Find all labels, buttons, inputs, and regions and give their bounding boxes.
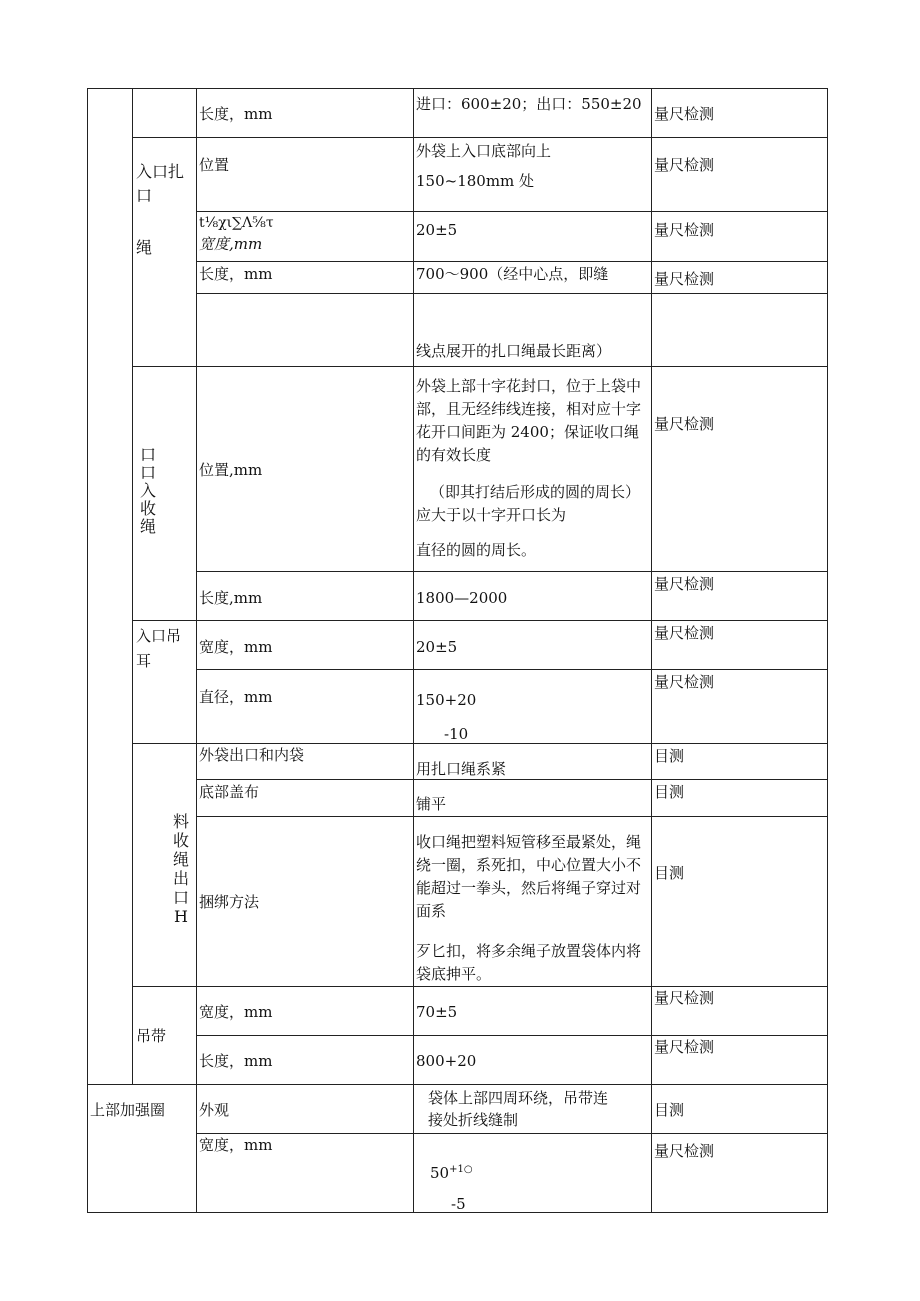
group-label-tie-rope: 入口扎 bbox=[136, 162, 185, 181]
item-cell: 宽度，mm bbox=[199, 638, 273, 656]
row-divider bbox=[196, 669, 827, 670]
row-divider bbox=[196, 571, 827, 572]
col-divider-4 bbox=[651, 88, 652, 1213]
item-cell: 底部盖布 bbox=[199, 783, 260, 801]
value-cell: 歹匕扣，将多余绳子放置袋体内将袋底抻平。 bbox=[416, 942, 642, 983]
value-superscript: +1○ bbox=[449, 1164, 473, 1175]
item-cell: 宽度，mm bbox=[199, 1136, 273, 1154]
group-label-tie-rope: 口 bbox=[136, 186, 153, 205]
item-cell: 长度，mm bbox=[199, 265, 273, 283]
row-divider bbox=[196, 779, 827, 780]
group-label-strap: 吊带 bbox=[136, 1027, 167, 1045]
value-cell: 800+20 bbox=[416, 1052, 477, 1070]
method-cell: 量尺检测 bbox=[654, 105, 715, 123]
col-divider-3 bbox=[413, 88, 414, 1213]
value-cell: 袋体上部四周环绕，吊带连 bbox=[428, 1089, 609, 1107]
value-main: 50 bbox=[430, 1164, 450, 1182]
row-divider bbox=[196, 211, 827, 212]
group-label-tie-rope: 绳 bbox=[136, 238, 153, 257]
item-cell: 外袋出口和内袋 bbox=[199, 746, 305, 764]
row-divider bbox=[196, 816, 827, 817]
method-cell: 量尺检测 bbox=[654, 270, 715, 288]
method-cell: 量尺检测 bbox=[654, 673, 715, 691]
value-cell: 20±5 bbox=[416, 221, 458, 239]
item-cell: 捆绑方法 bbox=[199, 893, 260, 911]
group-label-outlet-rope: 料收绳出口H bbox=[172, 812, 189, 926]
item-cell: 位置,mm bbox=[199, 461, 263, 479]
method-cell: 量尺检测 bbox=[654, 1038, 715, 1056]
method-cell: 目测 bbox=[654, 864, 685, 882]
row-divider bbox=[196, 261, 827, 262]
row-divider bbox=[196, 1035, 827, 1036]
group-label-lifting-loop: 耳 bbox=[136, 652, 152, 670]
value-cell: 线点展开的扎口绳最长距离） bbox=[416, 342, 612, 360]
item-cell: 长度，mm bbox=[199, 105, 273, 123]
row-divider bbox=[196, 1133, 827, 1134]
method-cell: 量尺检测 bbox=[654, 575, 715, 593]
value-cell: （即其打结后形成的圆的周长）应大于以十字开口长为 bbox=[416, 483, 641, 524]
value-cell: 铺平 bbox=[416, 795, 447, 813]
value-cell bbox=[430, 1159, 473, 1184]
item-cell: 外观 bbox=[199, 1101, 230, 1119]
value-cell: 外袋上部十字花封口，位于上袋中部，且无经纬线连接，相对应十字花开口间距为 2400；保证收口绳的有效长度 bbox=[416, 377, 642, 464]
method-cell: 量尺检测 bbox=[654, 624, 715, 642]
item-cell: 直径，mm bbox=[199, 688, 273, 706]
value-cell: 用扎口绳系紧 bbox=[416, 760, 507, 778]
item-cell: t⅛χι∑Λ⅝τ bbox=[199, 215, 274, 231]
value-cell: 接处折线缝制 bbox=[428, 1111, 519, 1129]
group-label-draw-rope: 口口入收绳 bbox=[139, 445, 156, 536]
item-cell: 长度，mm bbox=[199, 1052, 273, 1070]
value-cell: -10 bbox=[444, 725, 469, 743]
value-cell: 直径的圆的周长。 bbox=[416, 541, 537, 559]
table-border-left bbox=[87, 88, 88, 1213]
method-cell: 量尺检测 bbox=[654, 221, 715, 239]
col-divider-2 bbox=[196, 88, 197, 1213]
item-cell: 宽度,mm bbox=[199, 235, 263, 253]
value-cell: 进口：600±20；出口：550±20 bbox=[416, 95, 642, 113]
value-cell: -5 bbox=[451, 1195, 466, 1213]
value-cell: 150+20 bbox=[416, 691, 477, 709]
row-divider bbox=[196, 293, 827, 294]
value-cell: 700～900（经中心点，即缝 bbox=[416, 265, 609, 283]
row-divider bbox=[132, 620, 827, 621]
method-cell: 目测 bbox=[654, 747, 685, 765]
method-cell: 量尺检测 bbox=[654, 415, 715, 433]
row-divider bbox=[132, 986, 827, 987]
table-border-top bbox=[87, 88, 828, 89]
method-cell: 目测 bbox=[654, 1101, 685, 1119]
method-cell: 量尺检测 bbox=[654, 156, 715, 174]
item-cell: 位置 bbox=[199, 156, 230, 174]
method-cell: 量尺检测 bbox=[654, 1142, 715, 1160]
table-border-right bbox=[827, 88, 828, 1213]
method-cell: 目测 bbox=[654, 783, 685, 801]
row-divider bbox=[132, 366, 827, 367]
value-cell: 外袋上入口底部向上 bbox=[416, 142, 552, 160]
item-cell: 长度,mm bbox=[199, 589, 263, 607]
col-divider-1 bbox=[132, 88, 133, 1084]
value-cell: 收口绳把塑料短管移至最紧处，绳绕一圈，系死扣，中心位置大小不能超过一拳头，然后将绳子穿过对面系 bbox=[416, 833, 642, 920]
row-divider bbox=[132, 137, 827, 138]
method-cell: 量尺检测 bbox=[654, 989, 715, 1007]
value-cell: 150~180mm 处 bbox=[416, 172, 535, 190]
group-label-reinforcing-ring: 上部加强圈 bbox=[90, 1101, 166, 1119]
group-label-lifting-loop: 入口吊 bbox=[136, 627, 182, 645]
row-divider bbox=[87, 1084, 828, 1085]
value-cell: 20±5 bbox=[416, 638, 458, 656]
item-cell: 宽度，mm bbox=[199, 1003, 273, 1021]
value-cell: 70±5 bbox=[416, 1003, 458, 1021]
value-cell: 1800—2000 bbox=[416, 589, 508, 607]
